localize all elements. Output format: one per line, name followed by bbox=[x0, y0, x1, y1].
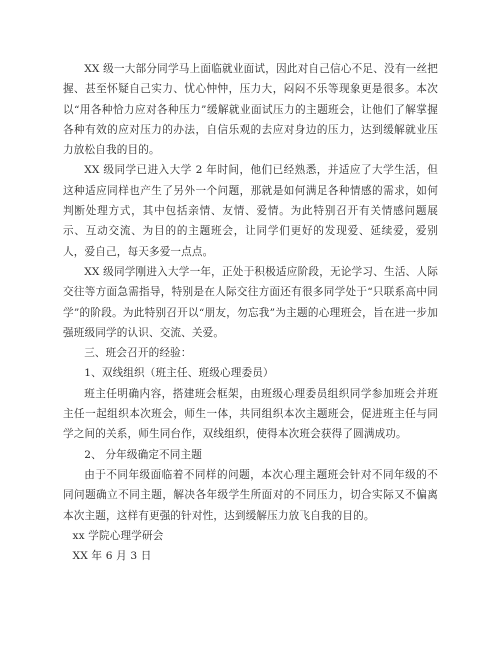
paragraph-senior-interview-pressure: XX 级一大部分同学马上面临就业面试，因此对自己信心不足、没有一丝把握、甚至怀疑自己实力、忧心忡忡，压力大，闷闷不乐等现象更是很多。本次以“用各种恰力应对各种压力”缓解就业面试压力的主题班会，让他们了解掌握各种有效的应对压力的办法，自信乐观的去应对身边的压力，达到缓解就业压力放松自我的目的。 bbox=[63, 63, 438, 157]
paragraph-dual-organization: 班主任明确内容，搭建班会框架，由班级心理委员组织同学参加班会并班主任一起组织本次班会，师生一体，共同组织本次主题班会，促进班主任与同学之间的关系，师生同台作，双线组织，使得本次班会获得了圆满成功。 bbox=[63, 387, 438, 441]
subheading-dual-organization: 1、双线组织（班主任、班级心理委员） bbox=[84, 367, 274, 380]
signature-date: XX 年 6 月 3 日 bbox=[72, 550, 152, 563]
document-body bbox=[63, 59, 438, 566]
signature-organization: xx 学院心理学研会 bbox=[72, 529, 164, 542]
subheading-grade-themes: 2、 分年级确定不同主题 bbox=[84, 448, 203, 461]
paragraph-sophomore-emotions: XX 级同学已进入大学 2 年时间，他们已经熟悉，并适应了大学生活，但这种适应同样也产生了另外一个问题，那就是如何满足各种情感的需求，如何判断处理方式，其中包括亲情、友情、爱情。为此特别召开有关情感问题展示、互动交流、为目的的主题班会，让同学们更好的发现爱、延续爱，爱别人，爱自己，每天多爱一点点。 bbox=[63, 164, 438, 258]
paragraph-freshman-friendship: XX 级同学刚进入大学一年，正处于积极适应阶段，无论学习、生活、人际交往等方面急需指导，特别是在人际交往方面还有很多同学处于“只联系高中同学”的阶段。为此特别召开以“朋友，勿忘我”为主题的心理班会，旨在进一步加强班级同学的认识、交流、关爱。 bbox=[63, 265, 438, 339]
paragraph-grade-themes: 由于不同年级面临着不同样的问题，本次心理主题班会针对不同年级的不同问题确立不同主题，解决各年级学生所面对的不同压力，切合实际又不偏离本次主题，这样有更强的针对性，达到缓解压力放飞自我的目的。 bbox=[63, 468, 438, 522]
section-heading-experience: 三、班会召开的经验： bbox=[84, 347, 192, 360]
